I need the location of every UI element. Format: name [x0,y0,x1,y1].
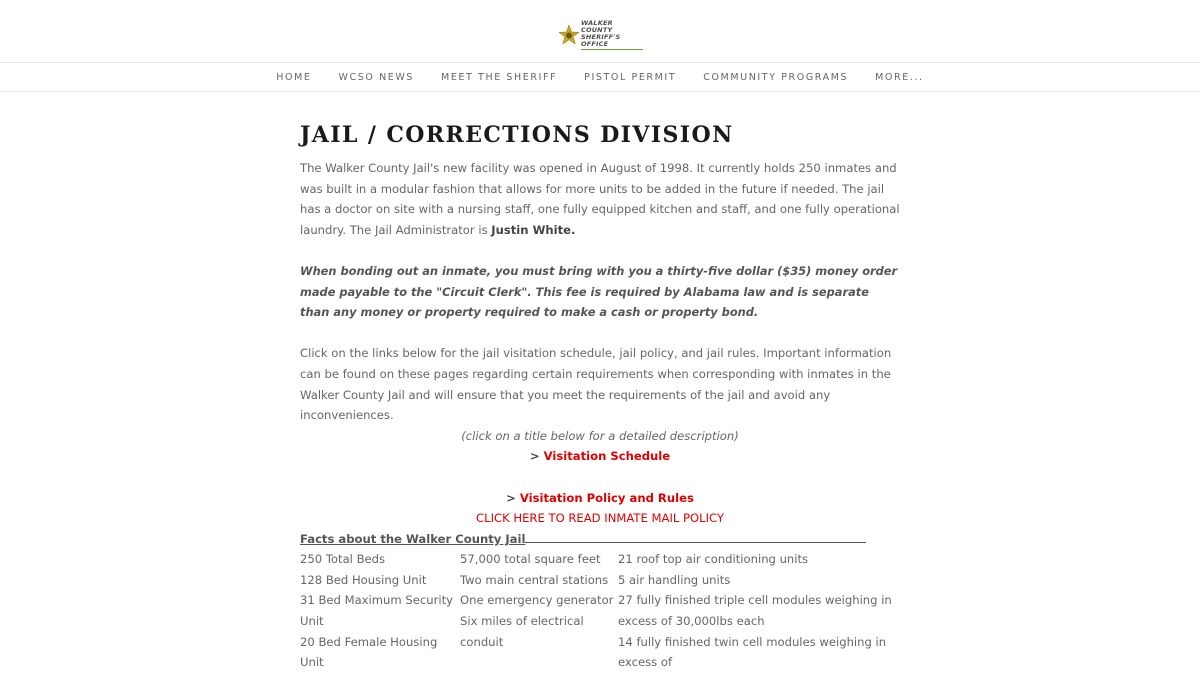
mail-policy-row [300,508,900,529]
link-prefix: > [506,490,520,505]
visitation-policy-link[interactable]: Visitation Policy and Rules [519,490,694,505]
fact-item: One emergency generator [460,593,614,608]
fact-item: 31 Bed Maximum Security Unit [300,593,453,629]
intro-paragraph [300,158,900,240]
fact-item: 5 air handling units [618,572,731,587]
fact-item: 14 fully finished twin cell modules weighing in excess of [618,634,887,670]
fact-item: 57,000 total square feet [460,552,601,567]
nav-item-more[interactable]: MORE... [875,71,924,83]
logo-line-2: SHERIFF'S OFFICE [581,33,621,48]
logo-text [581,20,643,50]
page-title: JAIL / CORRECTIONS DIVISION [300,122,734,148]
fact-item: 128 Bed Housing Unit [300,572,427,587]
fact-item: Two main central stations [460,572,609,587]
site-logo[interactable] [559,19,643,48]
bond-notice: When bonding out an inmate, you must bring with you a thirty-five dollar ($35) money order made payable to the "Circuit Clerk". This fee is required by Alabama law and is separate than any money or property required to make a cash or property bond. [300,263,898,320]
nav-item-wcso-news[interactable]: WCSO NEWS [338,71,415,83]
visitation-schedule-row [300,446,900,467]
facts-heading [300,529,900,550]
facts-table [300,549,900,673]
nav-item-home[interactable]: HOME [276,71,312,83]
visitation-schedule-link[interactable]: Visitation Schedule [543,449,671,464]
fact-item: 250 Total Beds [300,552,386,567]
main-content [300,116,900,673]
star-badge-icon [559,25,579,45]
facts-underline [525,530,866,543]
fact-item: Six miles of electrical conduit [460,614,584,649]
nav-item-pistol-permit[interactable]: PISTOL PERMIT [584,71,677,83]
nav-item-meet-the-sheriff[interactable]: MEET THE SHERIFF [441,71,558,83]
administrator-name: Justin White. [491,222,576,237]
facts-col-3 [618,549,908,673]
facts-col-2 [460,549,618,673]
fact-item: 20 Bed Female Housing Unit [300,634,438,670]
fact-item: 27 fully finished triple cell modules weighing in excess of 30,000lbs each [618,593,892,629]
site-header [0,0,1200,62]
links-intro: Click on the links below for the jail visitation schedule, jail policy, and jail rules. Important information can be found on these pages regarding certain requirements when corresponding with inmates in the Walker County Jail and will ensure that you meet the requirements of the jail and avoid any inconveniences. [300,346,892,423]
main-nav [0,62,1200,92]
facts-col-1 [300,549,460,673]
nav-item-community-programs[interactable]: COMMUNITY PROGRAMS [703,71,849,83]
logo-line-1: WALKER COUNTY [581,19,613,34]
intro-text: The Walker County Jail's new facility was opened in August of 1998. It currently holds 250 inmates and was built in a modular fashion that allows for more units to be added in the future if needed. The jail has a doctor on site with a nursing staff, one fully equipped kitchen and staff, and one fully operational laundry. The Jail Administrator is [300,161,900,237]
visitation-policy-row [300,488,900,509]
mail-policy-link[interactable]: CLICK HERE TO READ INMATE MAIL POLICY [476,511,724,526]
link-prefix: > [529,449,544,464]
fact-item: 21 roof top air conditioning units [618,552,809,567]
click-hint: (click on a title below for a detailed description) [461,428,739,443]
facts-title: Facts about the Walker County Jail [300,531,526,546]
